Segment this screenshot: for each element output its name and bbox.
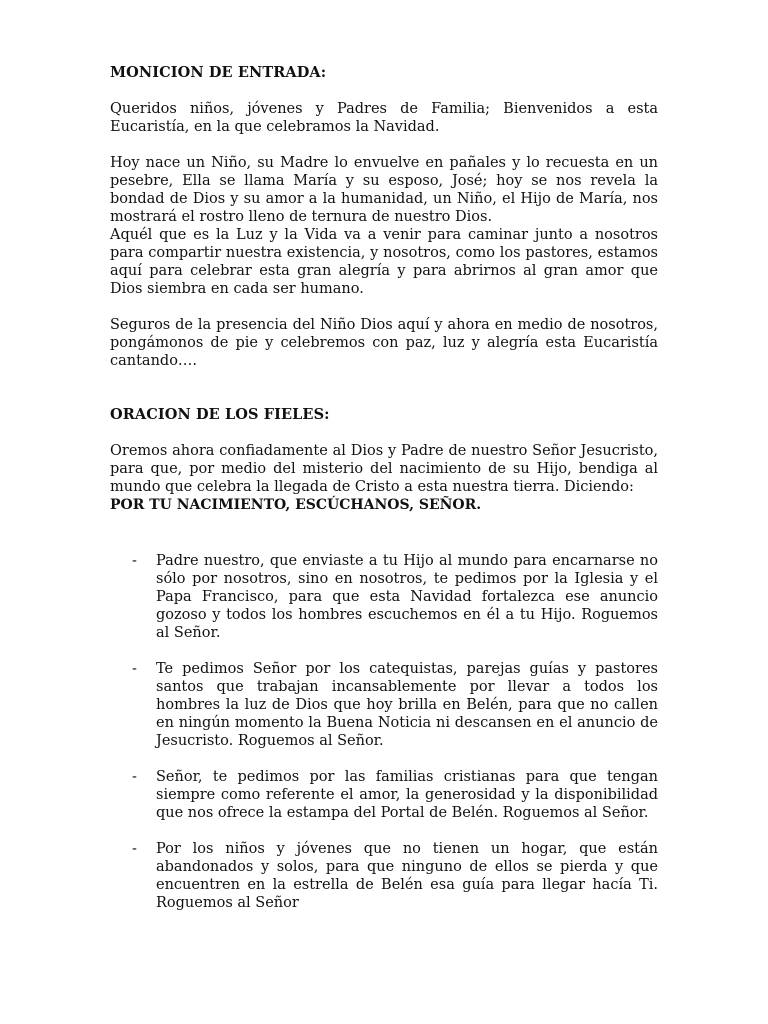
list-bullet: - <box>132 661 137 677</box>
monicion-paragraph-3: Aquél que es la Luz y la Vida va a venir para caminar junto a nosotros para compartir nuestra existencia, y nosotros, como los pastores, estamos aquí para celebrar esta gran alegría y para abrirnos al gran amor que Dios siembra en cada ser humano. <box>110 227 658 297</box>
monicion-heading: MONICION DE ENTRADA: <box>110 64 327 81</box>
petition-item-2 <box>110 660 658 750</box>
petition-text: Señor, te pedimos por las familias cristianas para que tengan siempre como referente el amor, la generosidad y la disponibilidad que nos ofrece la estampa del Portal de Belén. Roguemos al Señor. <box>156 769 658 821</box>
list-bullet: - <box>132 769 137 785</box>
petition-item-1 <box>110 552 658 642</box>
monicion-paragraph-4: Seguros de la presencia del Niño Dios aquí y ahora en medio de nosotros, pongámonos de pie y celebremos con paz, luz y alegría esta Eucaristía cantando…. <box>110 317 658 369</box>
document-page <box>110 64 658 930</box>
petition-text: Te pedimos Señor por los catequistas, parejas guías y pastores santos que trabajan incansablemente por llevar a todos los hombres la luz de Dios que hoy brilla en Belén, para que no callen en ningún momento la Buena Noticia ni descansen en el anuncio de Jesucristo. Roguemos al Señor. <box>156 661 658 749</box>
petition-text: Padre nuestro, que enviaste a tu Hijo al mundo para encarnarse no sólo por nosotros, sino en nosotros, te pedimos por la Iglesia y el Papa Francisco, para que esta Navidad fortalezca ese anuncio gozoso y todos los hombres escuchemos en él a tu Hijo. Roguemos al Señor. <box>156 553 658 641</box>
oracion-intro: Oremos ahora confiadamente al Dios y Padre de nuestro Señor Jesucristo, para que, por medio del misterio del nacimiento de su Hijo, bendiga al mundo que celebra la llegada de Cristo a esta nuestra tierra. Diciendo: <box>110 443 658 495</box>
petition-list <box>110 552 658 912</box>
petition-item-4 <box>110 840 658 912</box>
monicion-paragraph-2: Hoy nace un Niño, su Madre lo envuelve en pañales y lo recuesta en un pesebre, Ella se llama María y su esposo, José; hoy se nos revela la bondad de Dios y su amor a la humanidad, un Niño, el Hijo de María, nos mostrará el rostro lleno de ternura de nuestro Dios. <box>110 155 658 225</box>
list-bullet: - <box>132 553 137 569</box>
petition-item-3 <box>110 768 658 822</box>
oracion-response: POR TU NACIMIENTO, ESCÚCHANOS, SEÑOR. <box>110 497 482 513</box>
oracion-heading: ORACION DE LOS FIELES: <box>110 406 330 423</box>
list-bullet: - <box>132 841 137 857</box>
monicion-paragraph-1: Queridos niños, jóvenes y Padres de Familia; Bienvenidos a esta Eucaristía, en la que celebramos la Navidad. <box>110 101 658 135</box>
petition-text: Por los niños y jóvenes que no tienen un hogar, que están abandonados y solos, para que ninguno de ellos se pierda y que encuentren en la estrella de Belén esa guía para llegar hacía Ti. Roguemos al Señor <box>156 841 658 911</box>
